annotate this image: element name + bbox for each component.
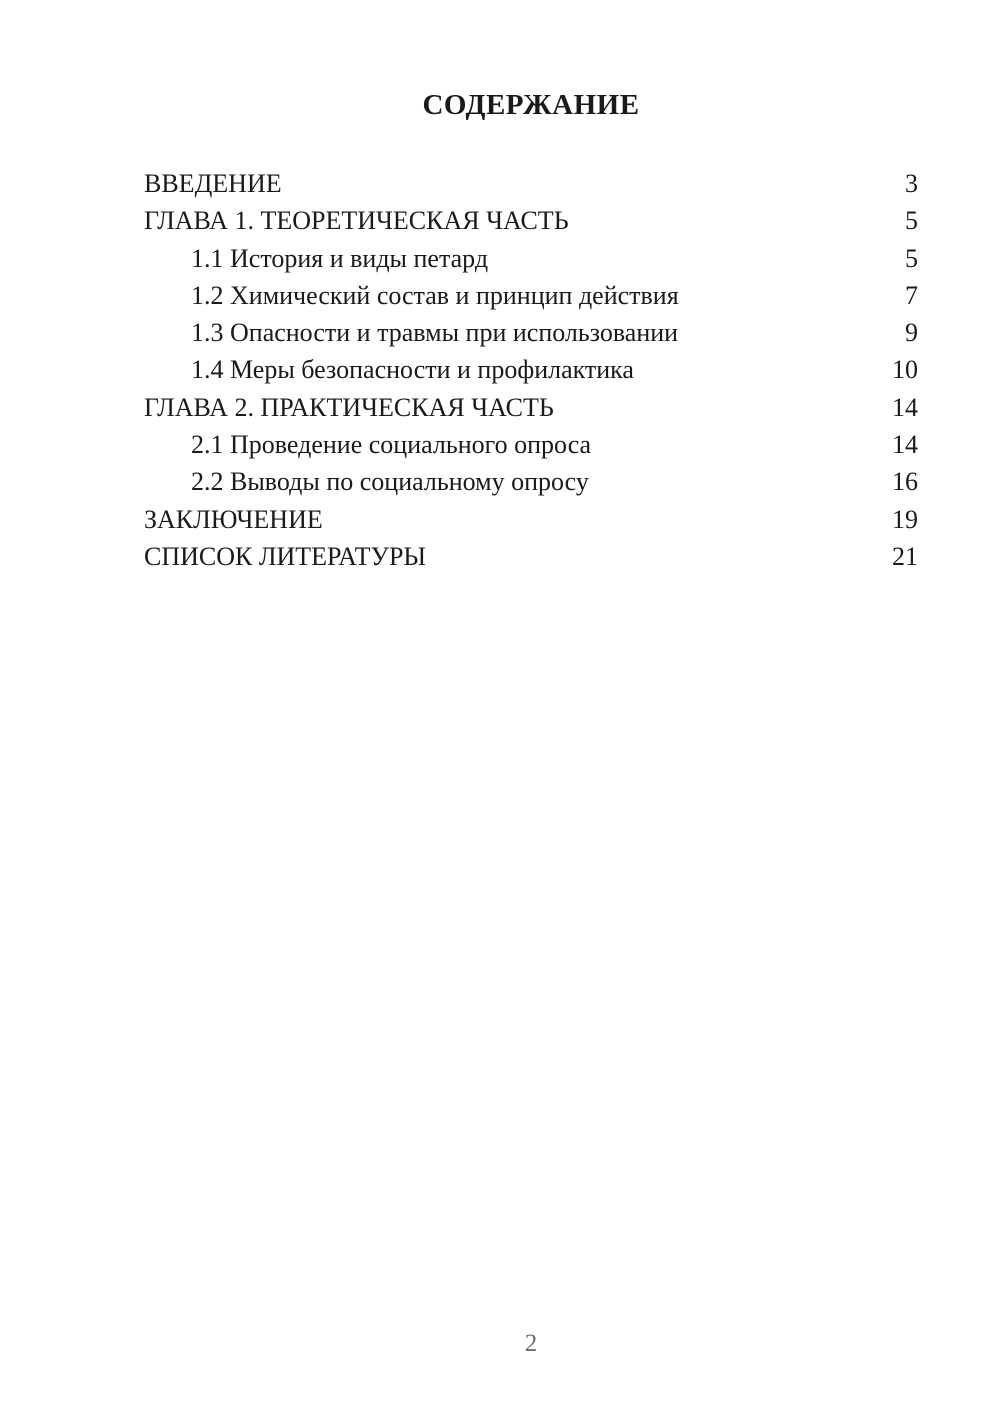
toc-list xyxy=(144,165,918,575)
toc-row xyxy=(144,463,918,500)
toc-entry-page: 19 xyxy=(892,504,918,534)
toc-entry-label: СПИСОК ЛИТЕРАТУРЫ xyxy=(144,541,427,571)
toc-row xyxy=(144,277,918,314)
toc-entry-page: 7 xyxy=(905,280,918,310)
toc-entry-label: 1.4 Меры безопасности и профилактика xyxy=(191,355,634,385)
toc-entry-page: 3 xyxy=(905,169,918,198)
toc-entry-label: ГЛАВА 2. ПРАКТИЧЕСКАЯ ЧАСТЬ xyxy=(144,392,554,422)
toc-entry-page: 14 xyxy=(892,392,918,422)
toc-entry-label: ВВЕДЕНИЕ xyxy=(144,169,282,198)
toc-row xyxy=(144,538,918,575)
toc-entry-page: 9 xyxy=(905,318,918,348)
toc-entry-label: 1.2 Химический состав и принцип действия xyxy=(191,280,679,310)
footer-page-number: 2 xyxy=(524,1330,538,1357)
toc-entry-label: 2.1 Проведение социального опроса xyxy=(191,430,592,460)
toc-entry-label: 2.2 Выводы по социальному опросу xyxy=(191,467,589,497)
toc-row xyxy=(144,202,918,239)
toc-entry-page: 16 xyxy=(892,467,918,497)
toc-entry-page: 5 xyxy=(905,206,918,236)
page-title: СОДЕРЖАНИЕ xyxy=(422,89,640,121)
toc-row xyxy=(144,165,918,202)
toc-entry-label: 1.3 Опасности и травмы при использовании xyxy=(191,318,679,348)
toc-entry-label: 1.1 История и виды петард xyxy=(191,243,489,273)
toc-row xyxy=(144,351,918,388)
toc-row xyxy=(144,426,918,463)
toc-entry-label: ЗАКЛЮЧЕНИЕ xyxy=(144,504,323,534)
toc-row xyxy=(144,389,918,426)
toc-row xyxy=(144,314,918,351)
toc-row xyxy=(144,501,918,538)
toc-row xyxy=(144,240,918,277)
toc-entry-label: ГЛАВА 1. ТЕОРЕТИЧЕСКАЯ ЧАСТЬ xyxy=(144,206,569,236)
toc-entry-page: 5 xyxy=(905,243,918,273)
toc-entry-page: 21 xyxy=(892,541,918,571)
toc-entry-page: 10 xyxy=(892,355,918,385)
toc-entry-page: 14 xyxy=(892,430,918,460)
document-content xyxy=(144,0,918,575)
